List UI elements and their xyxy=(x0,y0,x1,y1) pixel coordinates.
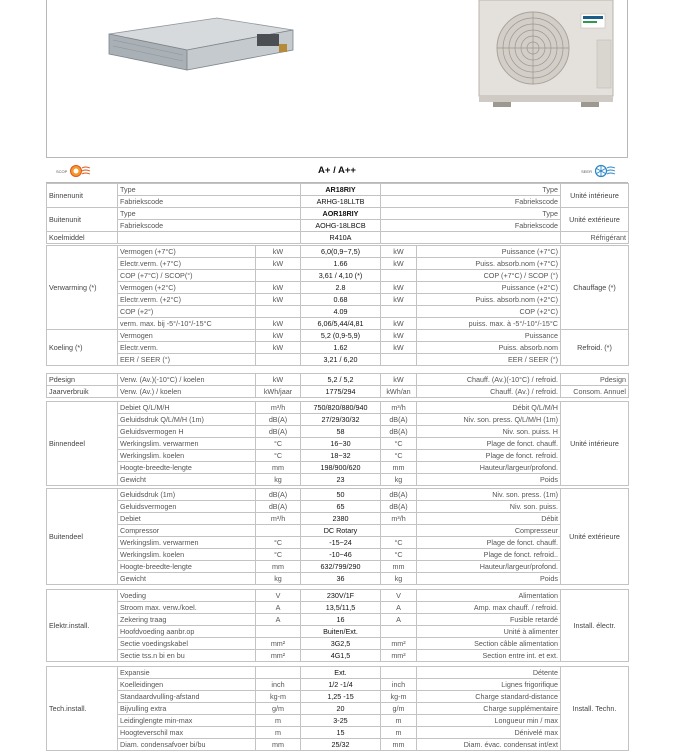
spec-group-table-3 xyxy=(46,666,629,751)
row-label-nl: Sectie voedingskabel xyxy=(118,638,256,650)
section-label-right: Réfrigérant xyxy=(561,232,629,244)
row-value: 5,2 / 5,2 xyxy=(301,374,381,386)
row-unit-fr: mm xyxy=(381,739,417,751)
row-unit-fr: g/m xyxy=(381,703,417,715)
group-label-right: Install. Techn. xyxy=(561,667,629,751)
row-unit-fr: mm xyxy=(381,462,417,474)
row-unit-fr xyxy=(381,354,417,366)
row-unit: A xyxy=(256,614,301,626)
row-label-nl: Werkingslim. koelen xyxy=(118,450,256,462)
row-unit xyxy=(256,306,301,318)
row-unit-fr: °C xyxy=(381,438,417,450)
table-row xyxy=(47,306,629,318)
row-value: 58 xyxy=(301,426,381,438)
spec-group-table-1 xyxy=(46,488,629,585)
row-unit: mm² xyxy=(256,638,301,650)
row-unit: kW xyxy=(256,318,301,330)
row-unit-fr: A xyxy=(381,614,417,626)
row-value: 3-25 xyxy=(301,715,381,727)
row-label-fr: Débit xyxy=(417,513,561,525)
row-label-nl: Bijvulling extra xyxy=(118,703,256,715)
row-unit-fr: kW xyxy=(381,258,417,270)
row-unit: kg xyxy=(256,573,301,585)
row-label-nl: Hoogteverschil max xyxy=(118,727,256,739)
row-value: -10~46 xyxy=(301,549,381,561)
row-unit: kW xyxy=(256,258,301,270)
row-label-nl: Koelleidingen xyxy=(118,679,256,691)
row-label-fr: Charge standard-distance xyxy=(417,691,561,703)
row-label-fr: Longueur min / max xyxy=(417,715,561,727)
row-value: 230V/1F xyxy=(301,590,381,602)
row-unit: mm xyxy=(256,462,301,474)
row-label-nl: Fabriekscode xyxy=(118,220,301,232)
row-unit-fr: °C xyxy=(381,549,417,561)
row-label-left: Jaarverbruik xyxy=(47,386,118,398)
row-label-fr: Puissance (+2°C) xyxy=(417,282,561,294)
row-label-fr: Puiss. absorb.nom (+2°C) xyxy=(417,294,561,306)
row-unit-fr: kg xyxy=(381,474,417,486)
table-row xyxy=(47,246,629,258)
section-label-right: Unité extérieure xyxy=(561,208,629,232)
row-value: 27/29/30/32 xyxy=(301,414,381,426)
row-value: 15 xyxy=(301,727,381,739)
row-label-nl: COP (+7°C) / SCOP(°) xyxy=(118,270,256,282)
table-row xyxy=(47,450,629,462)
row-label-nl: Electr.verm. (+7°C) xyxy=(118,258,256,270)
group-label-right: Refroid. (*) xyxy=(561,330,629,366)
table-row xyxy=(47,294,629,306)
row-label-fr: Fusible retardé xyxy=(417,614,561,626)
indoor-duct-unit-image xyxy=(107,14,297,74)
row-unit: m³/h xyxy=(256,402,301,414)
row-unit: kWh/jaar xyxy=(256,386,301,398)
row-label-fr: Débit Q/L/M/H xyxy=(417,402,561,414)
row-label-fr: Type xyxy=(381,208,561,220)
row-unit: kg-m xyxy=(256,691,301,703)
row-unit: dB(A) xyxy=(256,426,301,438)
unit-identification-table xyxy=(46,183,629,244)
row-unit-fr: dB(A) xyxy=(381,414,417,426)
table-row xyxy=(47,184,629,196)
blank-cell xyxy=(381,232,561,244)
row-unit-fr: kW xyxy=(381,246,417,258)
row-value: 1.62 xyxy=(301,342,381,354)
row-value: 1/2 -1/4 xyxy=(301,679,381,691)
row-unit-fr: °C xyxy=(381,450,417,462)
row-value: 13,5/11,5 xyxy=(301,602,381,614)
row-unit: dB(A) xyxy=(256,489,301,501)
row-unit: dB(A) xyxy=(256,414,301,426)
row-unit-fr: A xyxy=(381,602,417,614)
energy-class-rating: A+ / A++ xyxy=(318,165,356,176)
row-label-fr: Charge supplémentaire xyxy=(417,703,561,715)
row-unit-fr: m³/h xyxy=(381,402,417,414)
row-label-fr: Fabriekscode xyxy=(381,196,561,208)
row-label-fr: Chauff. (Av.)(-10°C) / refroid. xyxy=(417,374,561,386)
row-label-nl: Sectie tss.n bi en bu xyxy=(118,650,256,662)
row-label-fr: Poids xyxy=(417,474,561,486)
table-row xyxy=(47,573,629,585)
row-unit: A xyxy=(256,602,301,614)
row-value: -15~24 xyxy=(301,537,381,549)
row-label-nl: Gewicht xyxy=(118,474,256,486)
row-label-fr: EER / SEER (°) xyxy=(417,354,561,366)
row-label-fr: Hauteur/largeur/profond. xyxy=(417,561,561,573)
row-label-fr: Type xyxy=(381,184,561,196)
table-row xyxy=(47,489,629,501)
row-value: DC Rotary xyxy=(301,525,381,537)
row-label-nl: Hoofdvoeding aanbr.op xyxy=(118,626,256,638)
table-row xyxy=(47,602,629,614)
row-value: 23 xyxy=(301,474,381,486)
row-value: Buiten/Ext. xyxy=(301,626,381,638)
table-row xyxy=(47,402,629,414)
row-label-nl: Standaardvulling-afstand xyxy=(118,691,256,703)
performance-table xyxy=(46,245,629,366)
group-label-right: Unité extérieure xyxy=(561,489,629,585)
row-value: 2.8 xyxy=(301,282,381,294)
row-value: 2380 xyxy=(301,513,381,525)
row-unit xyxy=(256,667,301,679)
row-label-fr: Chauff. (Av.) / refroid. xyxy=(417,386,561,398)
row-value: 3,21 / 6,20 xyxy=(301,354,381,366)
seer-cooling-logo xyxy=(581,164,616,178)
row-unit-fr: V xyxy=(381,590,417,602)
row-label-nl: EER / SEER (°) xyxy=(118,354,256,366)
row-value: 18~32 xyxy=(301,450,381,462)
table-row xyxy=(47,438,629,450)
row-label-nl: COP (+2°) xyxy=(118,306,256,318)
group-label-right: Unité intérieure xyxy=(561,402,629,486)
row-label-nl: Gewicht xyxy=(118,573,256,585)
row-unit-fr: kg xyxy=(381,573,417,585)
section-label-left: Buitenunit xyxy=(47,208,118,232)
row-label-nl: Expansie xyxy=(118,667,256,679)
row-unit-fr: dB(A) xyxy=(381,489,417,501)
row-unit: g/m xyxy=(256,703,301,715)
group-label-right: Chauffage (*) xyxy=(561,246,629,330)
row-value: 3G2,5 xyxy=(301,638,381,650)
row-value: 36 xyxy=(301,573,381,585)
table-row xyxy=(47,220,629,232)
row-unit: mm² xyxy=(256,650,301,662)
row-label-nl: Geluidsvermogen xyxy=(118,501,256,513)
spec-group-table-0 xyxy=(46,401,629,486)
row-label-fr: Poids xyxy=(417,573,561,585)
row-label-fr: Amp. max chauff. / refroid. xyxy=(417,602,561,614)
table-row xyxy=(47,691,629,703)
row-label-fr: Plage de fonct. refroid. xyxy=(417,450,561,462)
row-unit-fr: m³/h xyxy=(381,513,417,525)
row-unit-fr: mm² xyxy=(381,650,417,662)
row-value: 0.68 xyxy=(301,294,381,306)
row-unit xyxy=(256,354,301,366)
row-unit-fr: mm² xyxy=(381,638,417,650)
row-label-nl: Fabriekscode xyxy=(118,196,301,208)
energy-rating-row xyxy=(46,160,628,183)
row-value: 20 xyxy=(301,703,381,715)
row-label-nl: Zekering traag xyxy=(118,614,256,626)
group-label-left: Binnendeel xyxy=(47,402,118,486)
row-value: AR18RIY xyxy=(301,184,381,196)
row-label-left: Pdesign xyxy=(47,374,118,386)
outdoor-unit-image xyxy=(475,0,617,108)
row-label-fr: Diam. évac. condensat int/ext xyxy=(417,739,561,751)
row-unit: m³/h xyxy=(256,513,301,525)
pdesign-table xyxy=(46,373,629,398)
table-row xyxy=(47,715,629,727)
row-label-nl: Debiet Q/L/M/H xyxy=(118,402,256,414)
row-unit: mm xyxy=(256,561,301,573)
row-unit-fr xyxy=(381,525,417,537)
refrigerant-value: R410A xyxy=(301,232,381,244)
product-photos-frame xyxy=(46,0,628,158)
row-label-fr: Section entre int. et ext. xyxy=(417,650,561,662)
table-row xyxy=(47,679,629,691)
section-label-left: Binnenunit xyxy=(47,184,118,208)
row-label-nl: Vermogen (+2°C) xyxy=(118,282,256,294)
spec-group-table-2 xyxy=(46,589,629,662)
row-label-fr: Section câble alimentation xyxy=(417,638,561,650)
table-row xyxy=(47,196,629,208)
row-unit xyxy=(256,270,301,282)
row-label-fr: Plage de fonct. chauff. xyxy=(417,438,561,450)
row-value: 3,61 / 4,10 (*) xyxy=(301,270,381,282)
row-unit-fr xyxy=(381,306,417,318)
row-unit-fr: kW xyxy=(381,282,417,294)
row-unit-fr: °C xyxy=(381,537,417,549)
row-unit: kg xyxy=(256,474,301,486)
table-row xyxy=(47,739,629,751)
row-label-fr: Lignes frigorifique xyxy=(417,679,561,691)
row-label-nl: Type xyxy=(118,208,301,220)
table-row xyxy=(47,462,629,474)
row-label-fr: Puiss. absorb.nom xyxy=(417,342,561,354)
table-row xyxy=(47,501,629,513)
table-row xyxy=(47,318,629,330)
row-label-fr: Plage de fonct. chauff. xyxy=(417,537,561,549)
row-label-right: Pdesign xyxy=(561,374,629,386)
row-unit-fr: kW xyxy=(381,342,417,354)
table-row xyxy=(47,414,629,426)
row-unit-fr: mm xyxy=(381,561,417,573)
table-row xyxy=(47,330,629,342)
table-row xyxy=(47,354,629,366)
row-value: AOHG-18LBCB xyxy=(301,220,381,232)
table-row xyxy=(47,638,629,650)
group-label-left: Elektr.install. xyxy=(47,590,118,662)
row-value: 1.66 xyxy=(301,258,381,270)
row-unit: kW xyxy=(256,246,301,258)
row-label-fr: Détente xyxy=(417,667,561,679)
row-value: 6,06/5,44/4,81 xyxy=(301,318,381,330)
row-unit: kW xyxy=(256,374,301,386)
row-label-fr: Compresseur xyxy=(417,525,561,537)
row-value: 1775/294 xyxy=(301,386,381,398)
row-unit: kW xyxy=(256,282,301,294)
row-label-nl: Geluidsdruk (1m) xyxy=(118,489,256,501)
row-unit-fr: dB(A) xyxy=(381,426,417,438)
row-unit: °C xyxy=(256,438,301,450)
row-unit-fr: kW xyxy=(381,330,417,342)
row-value: 16 xyxy=(301,614,381,626)
table-row xyxy=(47,386,629,398)
row-label-fr: puiss. max. à -5°/-10°/-15°C xyxy=(417,318,561,330)
row-unit-fr xyxy=(381,626,417,638)
row-unit: kW xyxy=(256,294,301,306)
row-value: Ext. xyxy=(301,667,381,679)
table-row xyxy=(47,270,629,282)
table-row xyxy=(47,525,629,537)
group-label-left: Verwarming (*) xyxy=(47,246,118,330)
table-row xyxy=(47,703,629,715)
row-unit-fr xyxy=(381,667,417,679)
row-label-right: Consom. Annuel xyxy=(561,386,629,398)
row-unit-fr: dB(A) xyxy=(381,501,417,513)
row-label-nl: Voeding xyxy=(118,590,256,602)
section-label-right: Unité intérieure xyxy=(561,184,629,208)
row-unit: mm xyxy=(256,739,301,751)
scop-label: SCOP xyxy=(56,168,68,174)
table-row xyxy=(47,232,629,244)
row-label-nl: Electr.verm. (+2°C) xyxy=(118,294,256,306)
row-label-nl: Leidinglengte min-max xyxy=(118,715,256,727)
group-label-left: Buitendeel xyxy=(47,489,118,585)
row-label-nl: Hoogte-breedte-lengte xyxy=(118,561,256,573)
blank-cell xyxy=(118,232,301,244)
row-unit: m xyxy=(256,715,301,727)
row-unit xyxy=(256,525,301,537)
row-label-fr: Niv. son. press. Q/L/M/H (1m) xyxy=(417,414,561,426)
row-value: 6,0(0,9~7,5) xyxy=(301,246,381,258)
group-label-right: Install. électr. xyxy=(561,590,629,662)
row-label-fr: COP (+2°C) xyxy=(417,306,561,318)
row-unit-fr: kW xyxy=(381,294,417,306)
row-unit: kW xyxy=(256,330,301,342)
row-label-nl: Werkingslim. verwarmen xyxy=(118,537,256,549)
row-value: 50 xyxy=(301,489,381,501)
row-label-nl: Verw. (Av.)(-10°C) / koelen xyxy=(118,374,256,386)
table-row xyxy=(47,426,629,438)
row-label-nl: Vermogen (+7°C) xyxy=(118,246,256,258)
table-row xyxy=(47,258,629,270)
row-label-nl: Geluidsvermogen H xyxy=(118,426,256,438)
row-label-nl: Geluidsdruk Q/L/M/H (1m) xyxy=(118,414,256,426)
row-value: ARHG-18LLTB xyxy=(301,196,381,208)
table-row xyxy=(47,208,629,220)
row-label-nl: Hoogte-breedte-lengte xyxy=(118,462,256,474)
table-row xyxy=(47,614,629,626)
row-unit: m xyxy=(256,727,301,739)
table-row xyxy=(47,650,629,662)
table-row xyxy=(47,282,629,294)
table-row xyxy=(47,474,629,486)
row-unit: °C xyxy=(256,549,301,561)
row-value: 632/799/290 xyxy=(301,561,381,573)
row-value: AOR18RIY xyxy=(301,208,381,220)
section-label-left: Koelmiddel xyxy=(47,232,118,244)
row-unit: V xyxy=(256,590,301,602)
row-unit: inch xyxy=(256,679,301,691)
table-row xyxy=(47,537,629,549)
row-label-fr: Puiss. absorb.nom (+7°C) xyxy=(417,258,561,270)
row-unit-fr: kW xyxy=(381,318,417,330)
row-label-nl: Vermogen xyxy=(118,330,256,342)
table-row xyxy=(47,727,629,739)
row-value: 5,2 (0,9-5,9) xyxy=(301,330,381,342)
row-label-nl: Compressor xyxy=(118,525,256,537)
row-label-fr: Puissance (+7°C) xyxy=(417,246,561,258)
row-unit-fr: m xyxy=(381,715,417,727)
seer-label: SEER xyxy=(581,168,592,174)
row-label-fr: COP (+7°C) / SCOP (°) xyxy=(417,270,561,282)
row-label-fr: Niv. son. press. (1m) xyxy=(417,489,561,501)
row-unit-fr: kWh/an xyxy=(381,386,417,398)
row-unit-fr: inch xyxy=(381,679,417,691)
table-row xyxy=(47,561,629,573)
row-value: 16~30 xyxy=(301,438,381,450)
row-unit-fr xyxy=(381,270,417,282)
row-label-nl: Verw. (Av.) / koelen xyxy=(118,386,256,398)
row-label-nl: Werkingslim. koelen xyxy=(118,549,256,561)
table-row xyxy=(47,374,629,386)
row-label-nl: verm. max. bij -5°/-10°/-15°C xyxy=(118,318,256,330)
row-value: 65 xyxy=(301,501,381,513)
row-unit: °C xyxy=(256,450,301,462)
table-row xyxy=(47,667,629,679)
row-label-fr: Niv. son. puiss. xyxy=(417,501,561,513)
row-value: 1,25 -15 xyxy=(301,691,381,703)
row-value: 4.09 xyxy=(301,306,381,318)
row-label-nl: Type xyxy=(118,184,301,196)
row-unit-fr: kW xyxy=(381,374,417,386)
row-unit xyxy=(256,626,301,638)
row-unit-fr: m xyxy=(381,727,417,739)
table-row xyxy=(47,626,629,638)
row-label-nl: Werkingslim. verwarmen xyxy=(118,438,256,450)
row-label-fr: Puissance xyxy=(417,330,561,342)
row-value: 198/900/620 xyxy=(301,462,381,474)
row-label-fr: Niv. son. puiss. H xyxy=(417,426,561,438)
row-unit-fr: kg-m xyxy=(381,691,417,703)
row-label-fr: Plage de fonct. refroid.. xyxy=(417,549,561,561)
group-label-left: Koeling (*) xyxy=(47,330,118,366)
row-value: 25/32 xyxy=(301,739,381,751)
group-label-left: Tech.install. xyxy=(47,667,118,751)
table-row xyxy=(47,590,629,602)
table-row xyxy=(47,513,629,525)
table-row xyxy=(47,342,629,354)
row-label-fr: Unité à alimenter xyxy=(417,626,561,638)
row-label-nl: Electr.verm. xyxy=(118,342,256,354)
row-label-fr: Dénivelé max xyxy=(417,727,561,739)
row-label-nl: Debiet xyxy=(118,513,256,525)
row-unit: dB(A) xyxy=(256,501,301,513)
table-row xyxy=(47,549,629,561)
row-unit: °C xyxy=(256,537,301,549)
row-value: 4G1,5 xyxy=(301,650,381,662)
row-label-fr: Hauteur/largeur/profond. xyxy=(417,462,561,474)
row-value: 750/820/880/940 xyxy=(301,402,381,414)
row-label-nl: Stroom max. verw./koel. xyxy=(118,602,256,614)
cooling-snow-icon xyxy=(594,164,616,178)
row-label-fr: Alimentation xyxy=(417,590,561,602)
row-label-nl: Diam. condensafvoer bi/bu xyxy=(118,739,256,751)
row-unit: kW xyxy=(256,342,301,354)
row-label-fr: Fabriekscode xyxy=(381,220,561,232)
